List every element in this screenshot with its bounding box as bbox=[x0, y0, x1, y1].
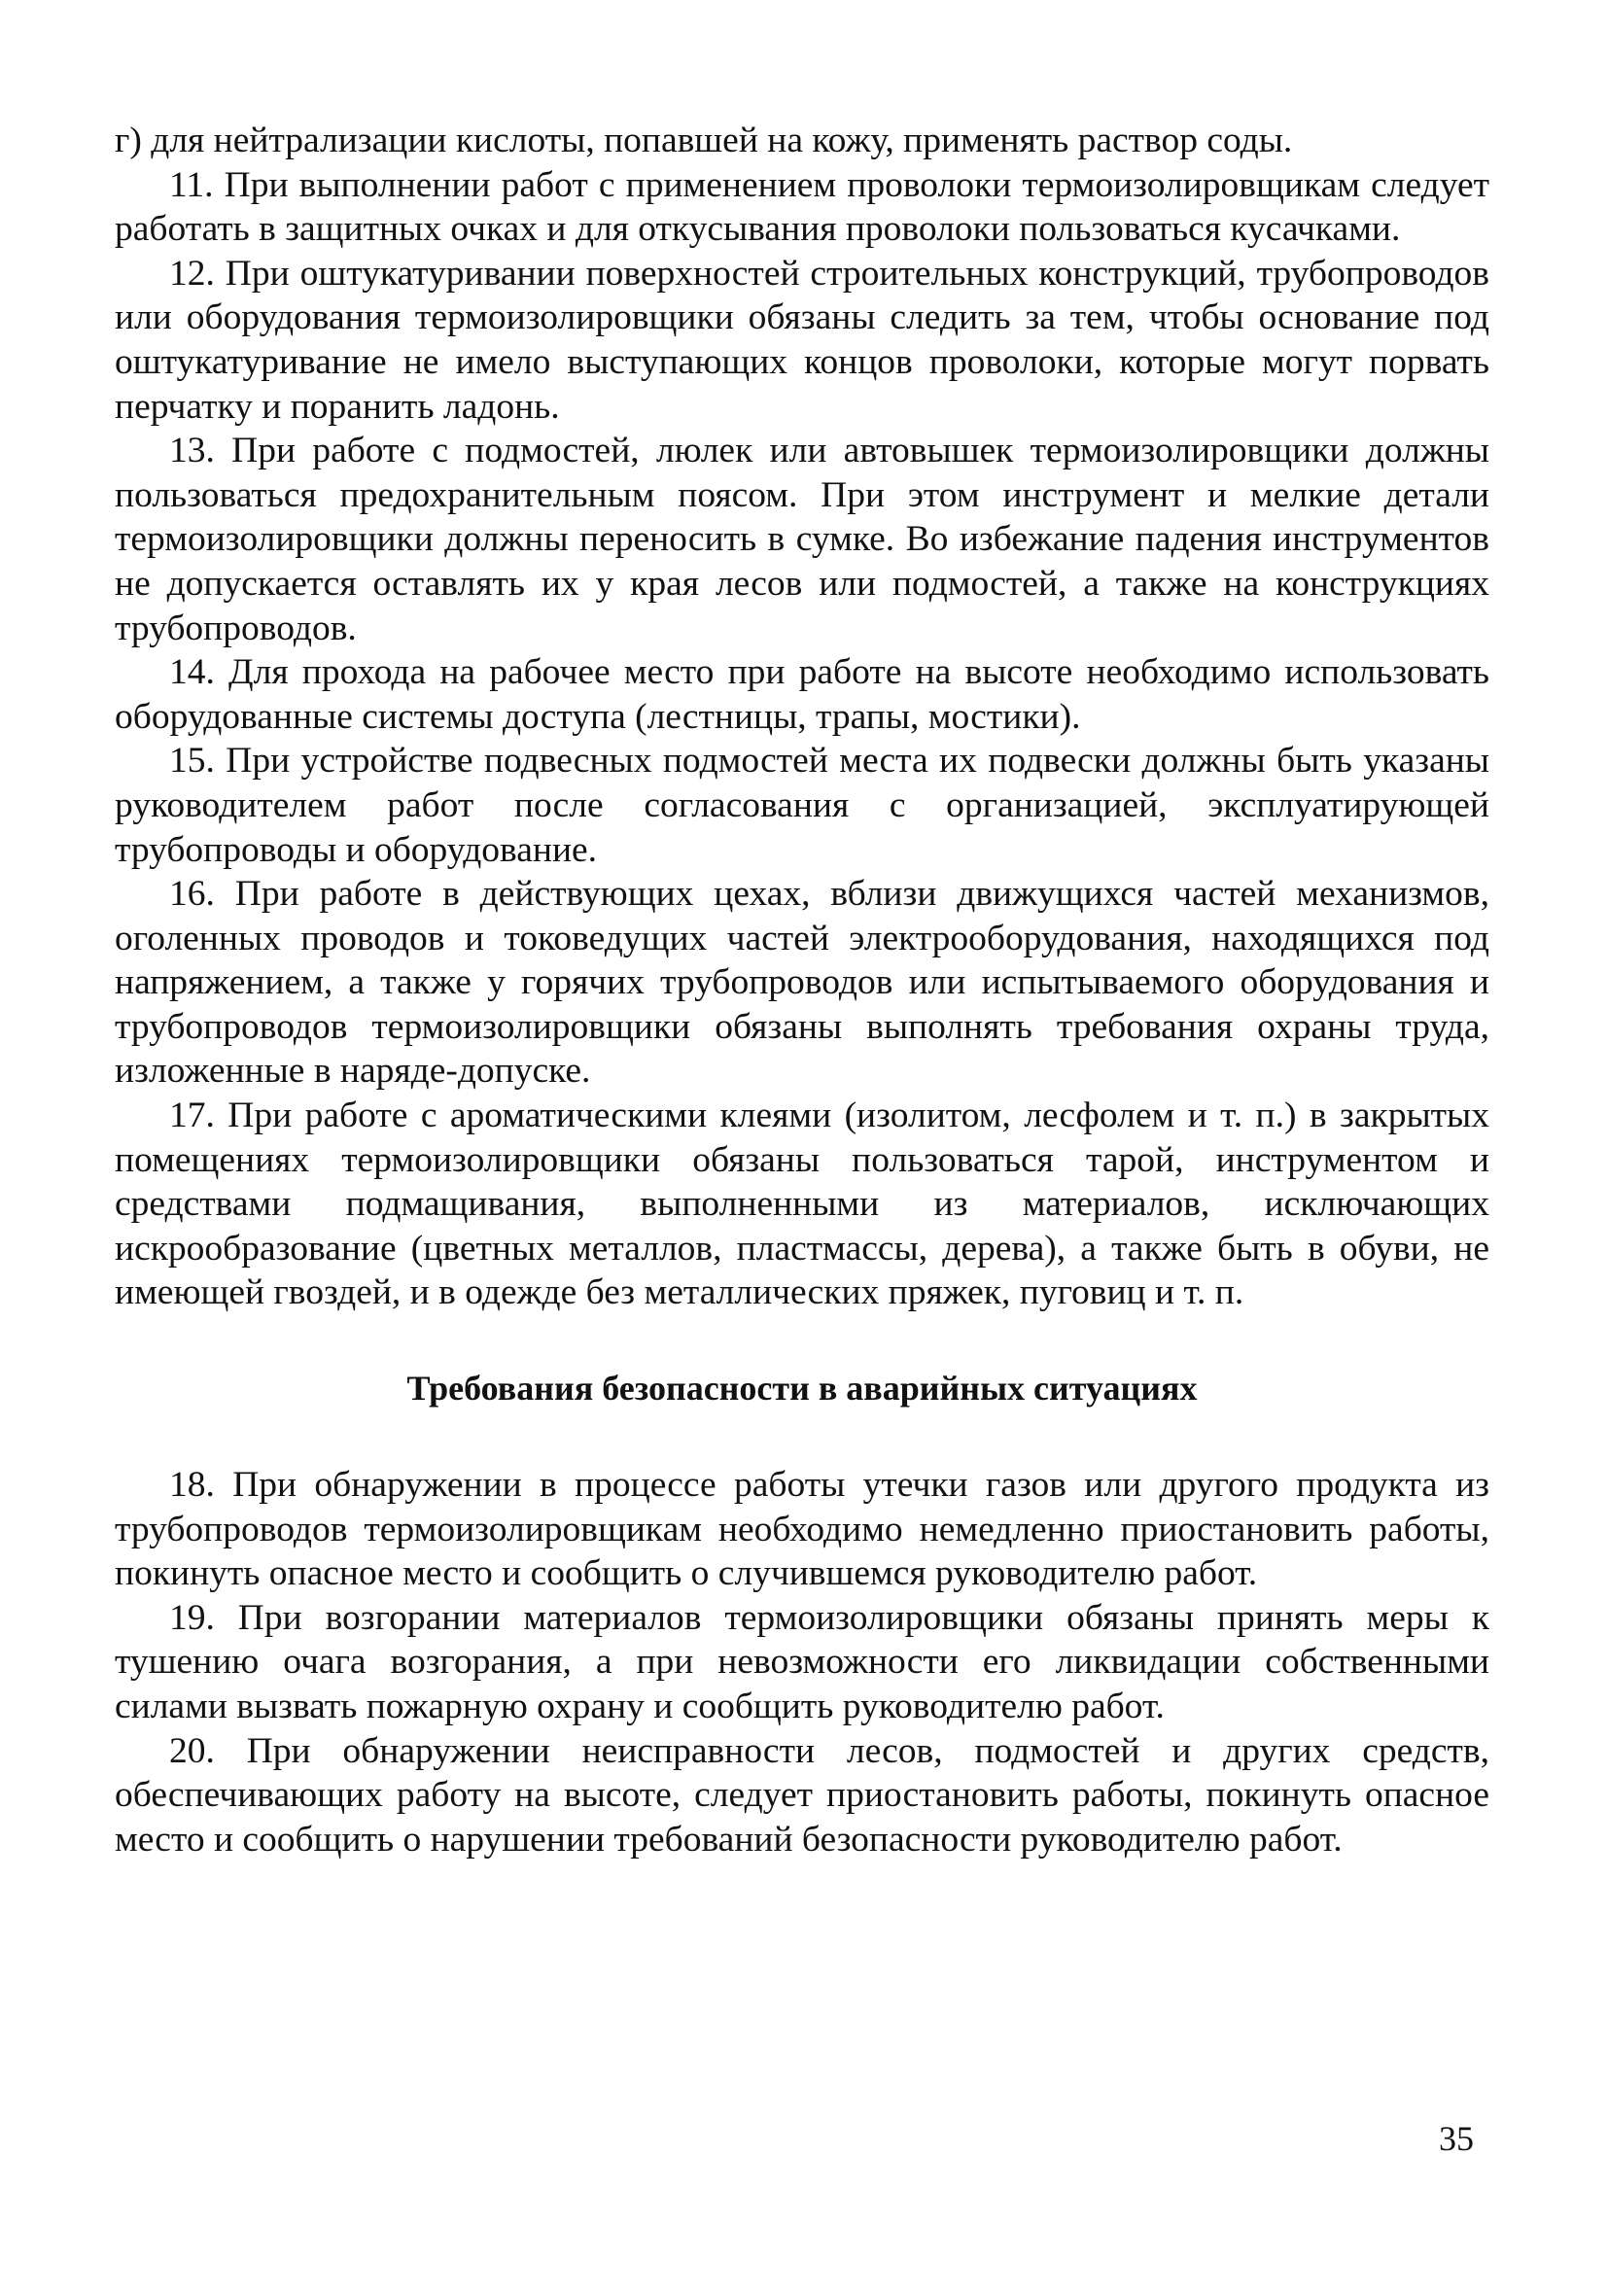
paragraph-19: 19. При возгорании материалов термоизолировщики обязаны принять меры к тушению очага возгорания, а при невозможности его ликвидации собственными силами вызвать пожарную охрану и сообщить руководителю работ. bbox=[115, 1597, 1489, 1726]
paragraph-20: 20. При обнаружении неисправности лесов, подмостей и других средств, обеспечивающих работу на высоте, следует приостановить работы, покинуть опасное место и сообщить о нарушении требований безопасности руководителю работ. bbox=[115, 1730, 1489, 1860]
page-number: 35 bbox=[1439, 2119, 1474, 2158]
paragraph-17: 17. При работе с ароматическими клеями (изолитом, лесфолем и т. п.) в закрытых помещениях термоизолировщики обязаны пользоваться тарой, инструментом и средствами подмащивания, выполненными из материалов, исключающих искрообразование (цветных металлов, пластмассы, дерева), а также быть в обуви, не имеющей гвоздей, и в одежде без металлических пряжек, пуговиц и т. п. bbox=[115, 1096, 1489, 1313]
paragraph-12: 12. При оштукатуривании поверхностей строительных конструкций, трубопроводов или оборудования термоизолировщики обязаны следить за тем, чтобы основание под оштукатуривание не имело выступающих концов проволоки, которые могут порвать перчатку и поранить ладонь. bbox=[115, 253, 1489, 427]
paragraph-item-g: г) для нейтрализации кислоты, попавшей на кожу, применять раствор соды. bbox=[115, 121, 1293, 160]
section-heading: Требования безопасности в аварийных ситуациях bbox=[406, 1369, 1198, 1409]
paragraph-18: 18. При обнаружении в процессе работы утечки газов или другого продукта из трубопроводов термоизолировщикам необходимо немедленно приостановить работы, покинуть опасное место и сообщить о случившемся руководителю работ. bbox=[115, 1465, 1489, 1594]
paragraph-15: 15. При устройстве подвесных подмостей места их подвески должны быть указаны руководителем работ после согласования с организацией, эксплуатирующей трубопроводы и оборудование. bbox=[115, 741, 1489, 870]
paragraph-14: 14. Для прохода на рабочее место при работе на высоте необходимо использовать оборудованные системы доступа (лестницы, трапы, мостики). bbox=[115, 652, 1489, 737]
paragraph-11: 11. При выполнении работ с применением проволоки термоизолировщикам следует работать в защитных очках и для откусывания проволоки пользоваться кусачками. bbox=[115, 164, 1489, 250]
paragraph-13: 13. При работе с подмостей, люлек или автовышек термоизолировщики должны пользоваться предохранительным поясом. При этом инструмент и мелкие детали термоизолировщики должны переносить в сумке. Во избежание падения инструментов не допускается оставлять их у края лесов или подмостей, а также на конструкциях трубопроводов. bbox=[115, 431, 1489, 648]
paragraph-16: 16. При работе в действующих цехах, вблизи движущихся частей механизмов, оголенных проводов и токоведущих частей электрооборудования, находящихся под напряжением, а также у горячих трубопроводов или испытываемого оборудования и трубопроводов термоизолировщики обязаны выполнять требования охраны труда, изложенные в наряде-допуске. bbox=[115, 874, 1489, 1092]
page-body bbox=[115, 119, 1489, 1861]
